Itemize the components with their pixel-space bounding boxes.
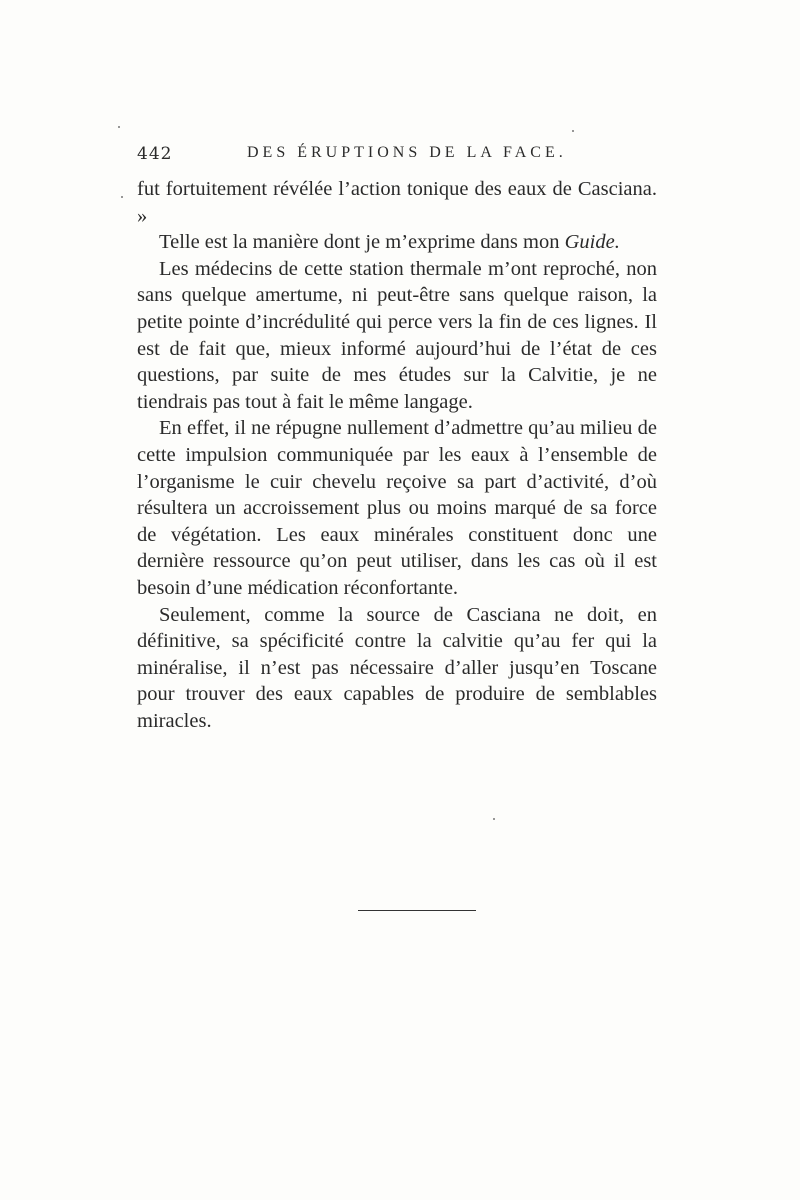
paragraph-effect: En effet, il ne répugne nullement d’admettre qu’au milieu de cette impulsion communiquée par les eaux à l’ensemble de l’organisme le cuir chevelu reçoive sa part d’activité, d’où résultera un accroissement plus ou moins marqué de sa force de végétation. Les eaux minérales constituent donc une dernière ressource qu’on peut utiliser, dans les cas où il est besoin d’une médication réconfortante. (137, 417, 657, 599)
print-speck (121, 196, 123, 198)
section-end-rule (358, 910, 476, 911)
print-speck (493, 818, 495, 820)
paragraph-guide-text: Telle est la manière dont je m’exprime dans mon (159, 231, 565, 254)
guide-italic: Guide. (564, 231, 620, 254)
page-number: 442 (137, 144, 173, 164)
print-speck (572, 130, 574, 132)
paragraph-continuation: fut fortuitement révélée l’action tonique des eaux de Casciana. » (137, 178, 657, 227)
running-head (137, 144, 667, 170)
print-speck (118, 126, 120, 128)
running-title: DES ÉRUPTIONS DE LA FACE. (247, 144, 567, 161)
paragraph-reproach: Les médecins de cette station thermale m’ont reproché, non sans quelque amertume, ni peut-être sans quelque raison, la petite pointe d’incrédulité qui perce vers la fin de ces lignes. Il est de fait que, mieux informé aujourd’hui de l’état de ces questions, par suite de mes études sur la Calvitie, je ne tiendrais pas tout à fait le même langage. (137, 257, 657, 413)
paragraph-conclusion: Seulement, comme la source de Casciana ne doit, en définitive, sa spécificité contre la calvitie qu’au fer qui la minéralise, il n’est pas nécessaire d’aller jusqu’en Toscane pour trouver des eaux capables de produire de semblables miracles. (137, 603, 657, 732)
paragraph-guide (137, 229, 657, 256)
body-text (137, 176, 657, 734)
